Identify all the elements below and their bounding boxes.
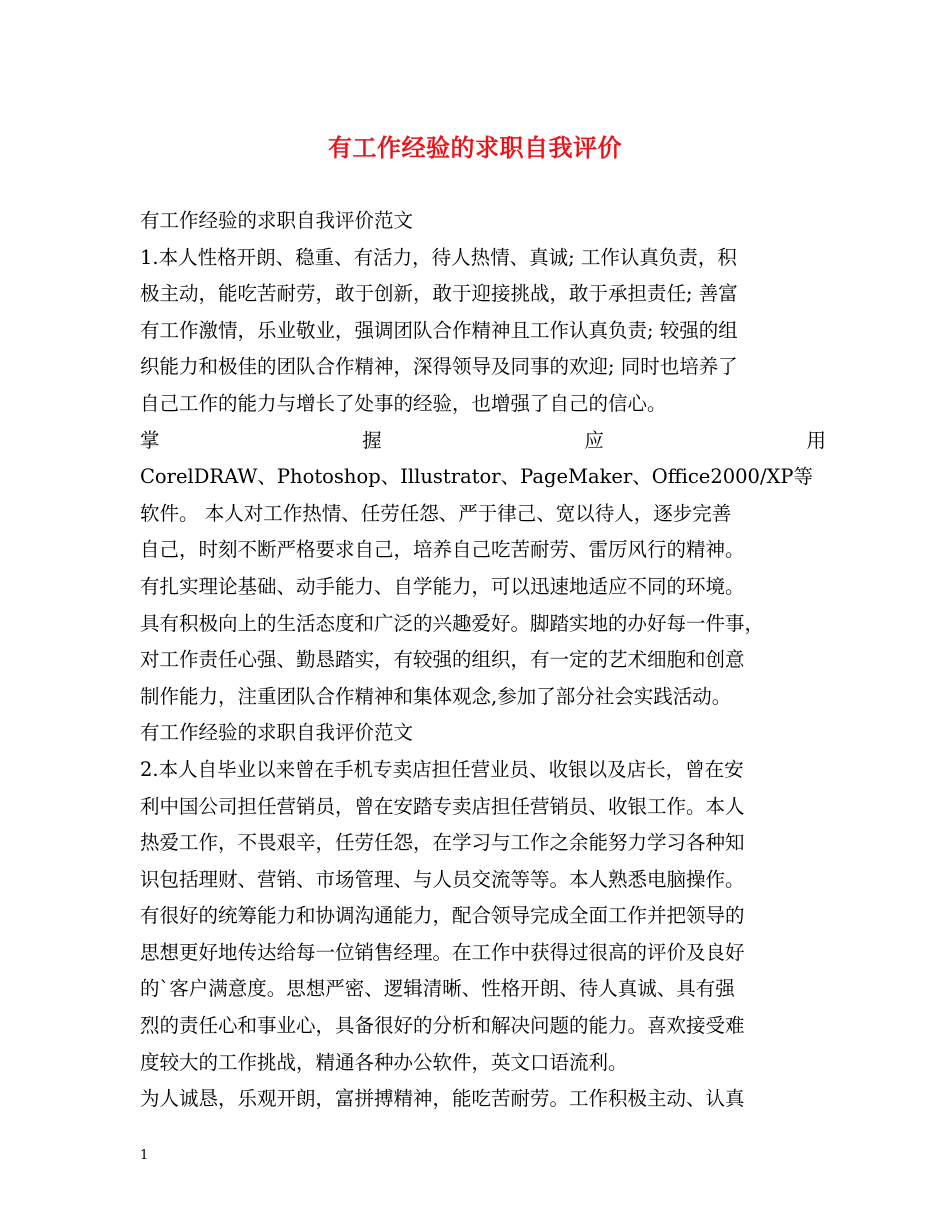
- text-line: 织能力和极佳的团队合作精神，深得领导及同事的欢迎; 同时也培养了: [140, 355, 738, 379]
- text-line: 制作能力，注重团队合作精神和集体观念,参加了部分社会实践活动。: [140, 684, 732, 708]
- text-line: CorelDRAW、Photoshop、Illustrator、PageMaker、Office2000/XP等: [140, 465, 814, 489]
- text-line: 有工作经验的求职自我评价范文: [140, 721, 414, 745]
- text-line: 思想更好地传达给每一位销售经理。在工作中获得过很高的评价及良好: [140, 940, 745, 964]
- text-line: 有工作经验的求职自我评价范文: [140, 209, 414, 232]
- page-number: 1: [140, 1148, 149, 1163]
- text-line: 利中国公司担任营销员，曾在安踏专卖店担任营销员、收银工作。本人: [140, 794, 745, 818]
- justified-word: 握: [362, 428, 382, 452]
- justified-word: 应: [584, 428, 604, 452]
- text-line: 软件。 本人对工作热情、任劳任怨、严于律己、宽以待人，逐步完善: [140, 501, 732, 525]
- document-title: 有工作经验的求职自我评价: [328, 133, 622, 162]
- text-line: 有很好的统筹能力和协调沟通能力，配合领导完成全面工作并把领导的: [140, 904, 745, 928]
- justified-word: 掌: [140, 428, 160, 452]
- text-line: 为人诚恳，乐观开朗，富拼搏精神，能吃苦耐劳。工作积极主动、认真: [140, 1087, 745, 1111]
- text-line: 识包括理财、营销、市场管理、与人员交流等等。本人熟悉电脑操作。: [140, 867, 745, 891]
- text-line: 有工作激情，乐业敬业，强调团队合作精神且工作认真负责; 较强的组: [140, 318, 738, 342]
- text-line: 对工作责任心强、勤恳踏实，有较强的组织，有一定的艺术细胞和创意: [140, 648, 745, 672]
- text-line: 2.本人自毕业以来曾在手机专卖店担任营业员、收银以及店长，曾在安: [140, 757, 744, 781]
- text-line: 自己工作的能力与增长了处事的经验，也增强了自己的信心。: [140, 391, 667, 415]
- text-line: 的`客户满意度。思想严密、逻辑清晰、性格开朗、待人真诚、具有强: [140, 977, 735, 1001]
- document-body: [140, 203, 826, 1118]
- text-line: 有扎实理论基础、动手能力、自学能力，可以迅速地适应不同的环境。: [140, 574, 745, 598]
- text-line: 热爱工作，不畏艰辛，任劳任怨，在学习与工作之余能努力学习各种知: [140, 831, 745, 855]
- text-line: 度较大的工作挑战，精通各种办公软件，英文口语流利。: [140, 1050, 628, 1074]
- text-line: 1.本人性格开朗、稳重、有活力，待人热情、真诚; 工作认真负责，积: [140, 245, 737, 269]
- text-line: 自己，时刻不断严格要求自己，培养自己吃苦耐劳、雷厉风行的精神。: [140, 538, 745, 562]
- text-line: 烈的责任心和事业心，具备很好的分析和解决问题的能力。喜欢接受难: [140, 1014, 745, 1038]
- text-line: 极主动，能吃苦耐劳，敢于创新，敢于迎接挑战，敢于承担责任; 善富: [140, 282, 738, 306]
- text-line: 具有积极向上的生活态度和广泛的兴趣爱好。脚踏实地的办好每一件事，: [140, 611, 765, 635]
- text-line: [140, 423, 826, 460]
- justified-word: 用: [806, 428, 826, 452]
